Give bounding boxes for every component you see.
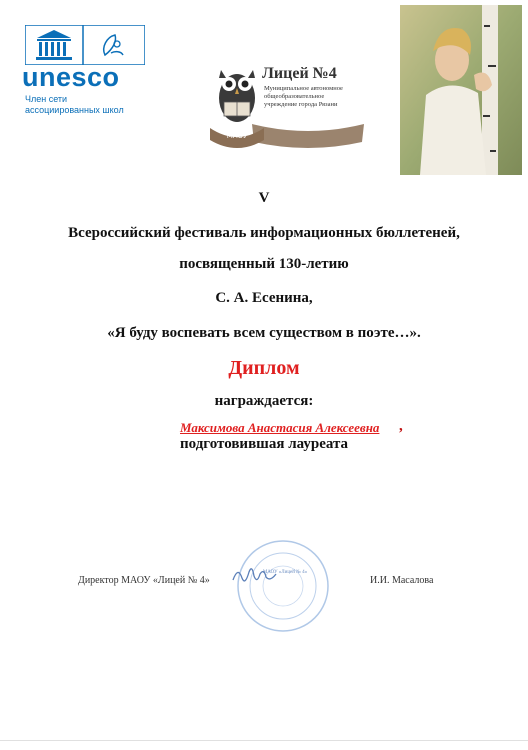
lyceum-description-line1: Муниципальное автономное [264, 85, 343, 92]
handwritten-signature-icon [230, 562, 280, 588]
diploma-title: Диплом [228, 357, 300, 379]
recipient-comma: , [399, 418, 403, 434]
awarded-label: награждается: [214, 393, 314, 409]
lyceum-title: Лицей №4 [262, 65, 337, 82]
stamp-label: МАОУ «Лицей № 4» [262, 570, 308, 575]
festival-quote: «Я буду воспевать всем существом в поэте…». [107, 325, 421, 341]
unesco-subtitle-line2: ассоциированных школ [25, 105, 124, 115]
unesco-wordmark: unesco [22, 62, 120, 92]
lyceum-emblem-label: МАОУ [226, 132, 248, 140]
lyceum-description-line3: учреждение города Рязани [264, 101, 338, 108]
lyceum-description-line2: общеобразовательное [264, 93, 325, 100]
director-name: И.И. Масалова [370, 575, 434, 586]
recipient-role: подготовившая лауреата [179, 436, 349, 452]
recipient-name: Максимова Анастасия Алексеевна [180, 420, 380, 435]
poet-name: С. А. Есенина, [215, 290, 313, 306]
unesco-subtitle-line1: Член сети [25, 94, 68, 104]
festival-title: Всероссийский фестиваль информационных бюллетеней, [68, 225, 460, 241]
unesco-logo-icon [25, 25, 145, 65]
unesco-subtitle [25, 94, 165, 116]
festival-dedication: посвященный 130-летию [179, 256, 349, 272]
director-position: Директор МАОУ «Лицей № 4» [78, 575, 210, 586]
festival-numeral: V [258, 190, 270, 206]
lyceum-description [264, 85, 364, 109]
lyceum-ribbon-icon [250, 118, 366, 152]
page-bottom-divider [0, 740, 528, 741]
esenin-portrait-image [400, 5, 522, 175]
